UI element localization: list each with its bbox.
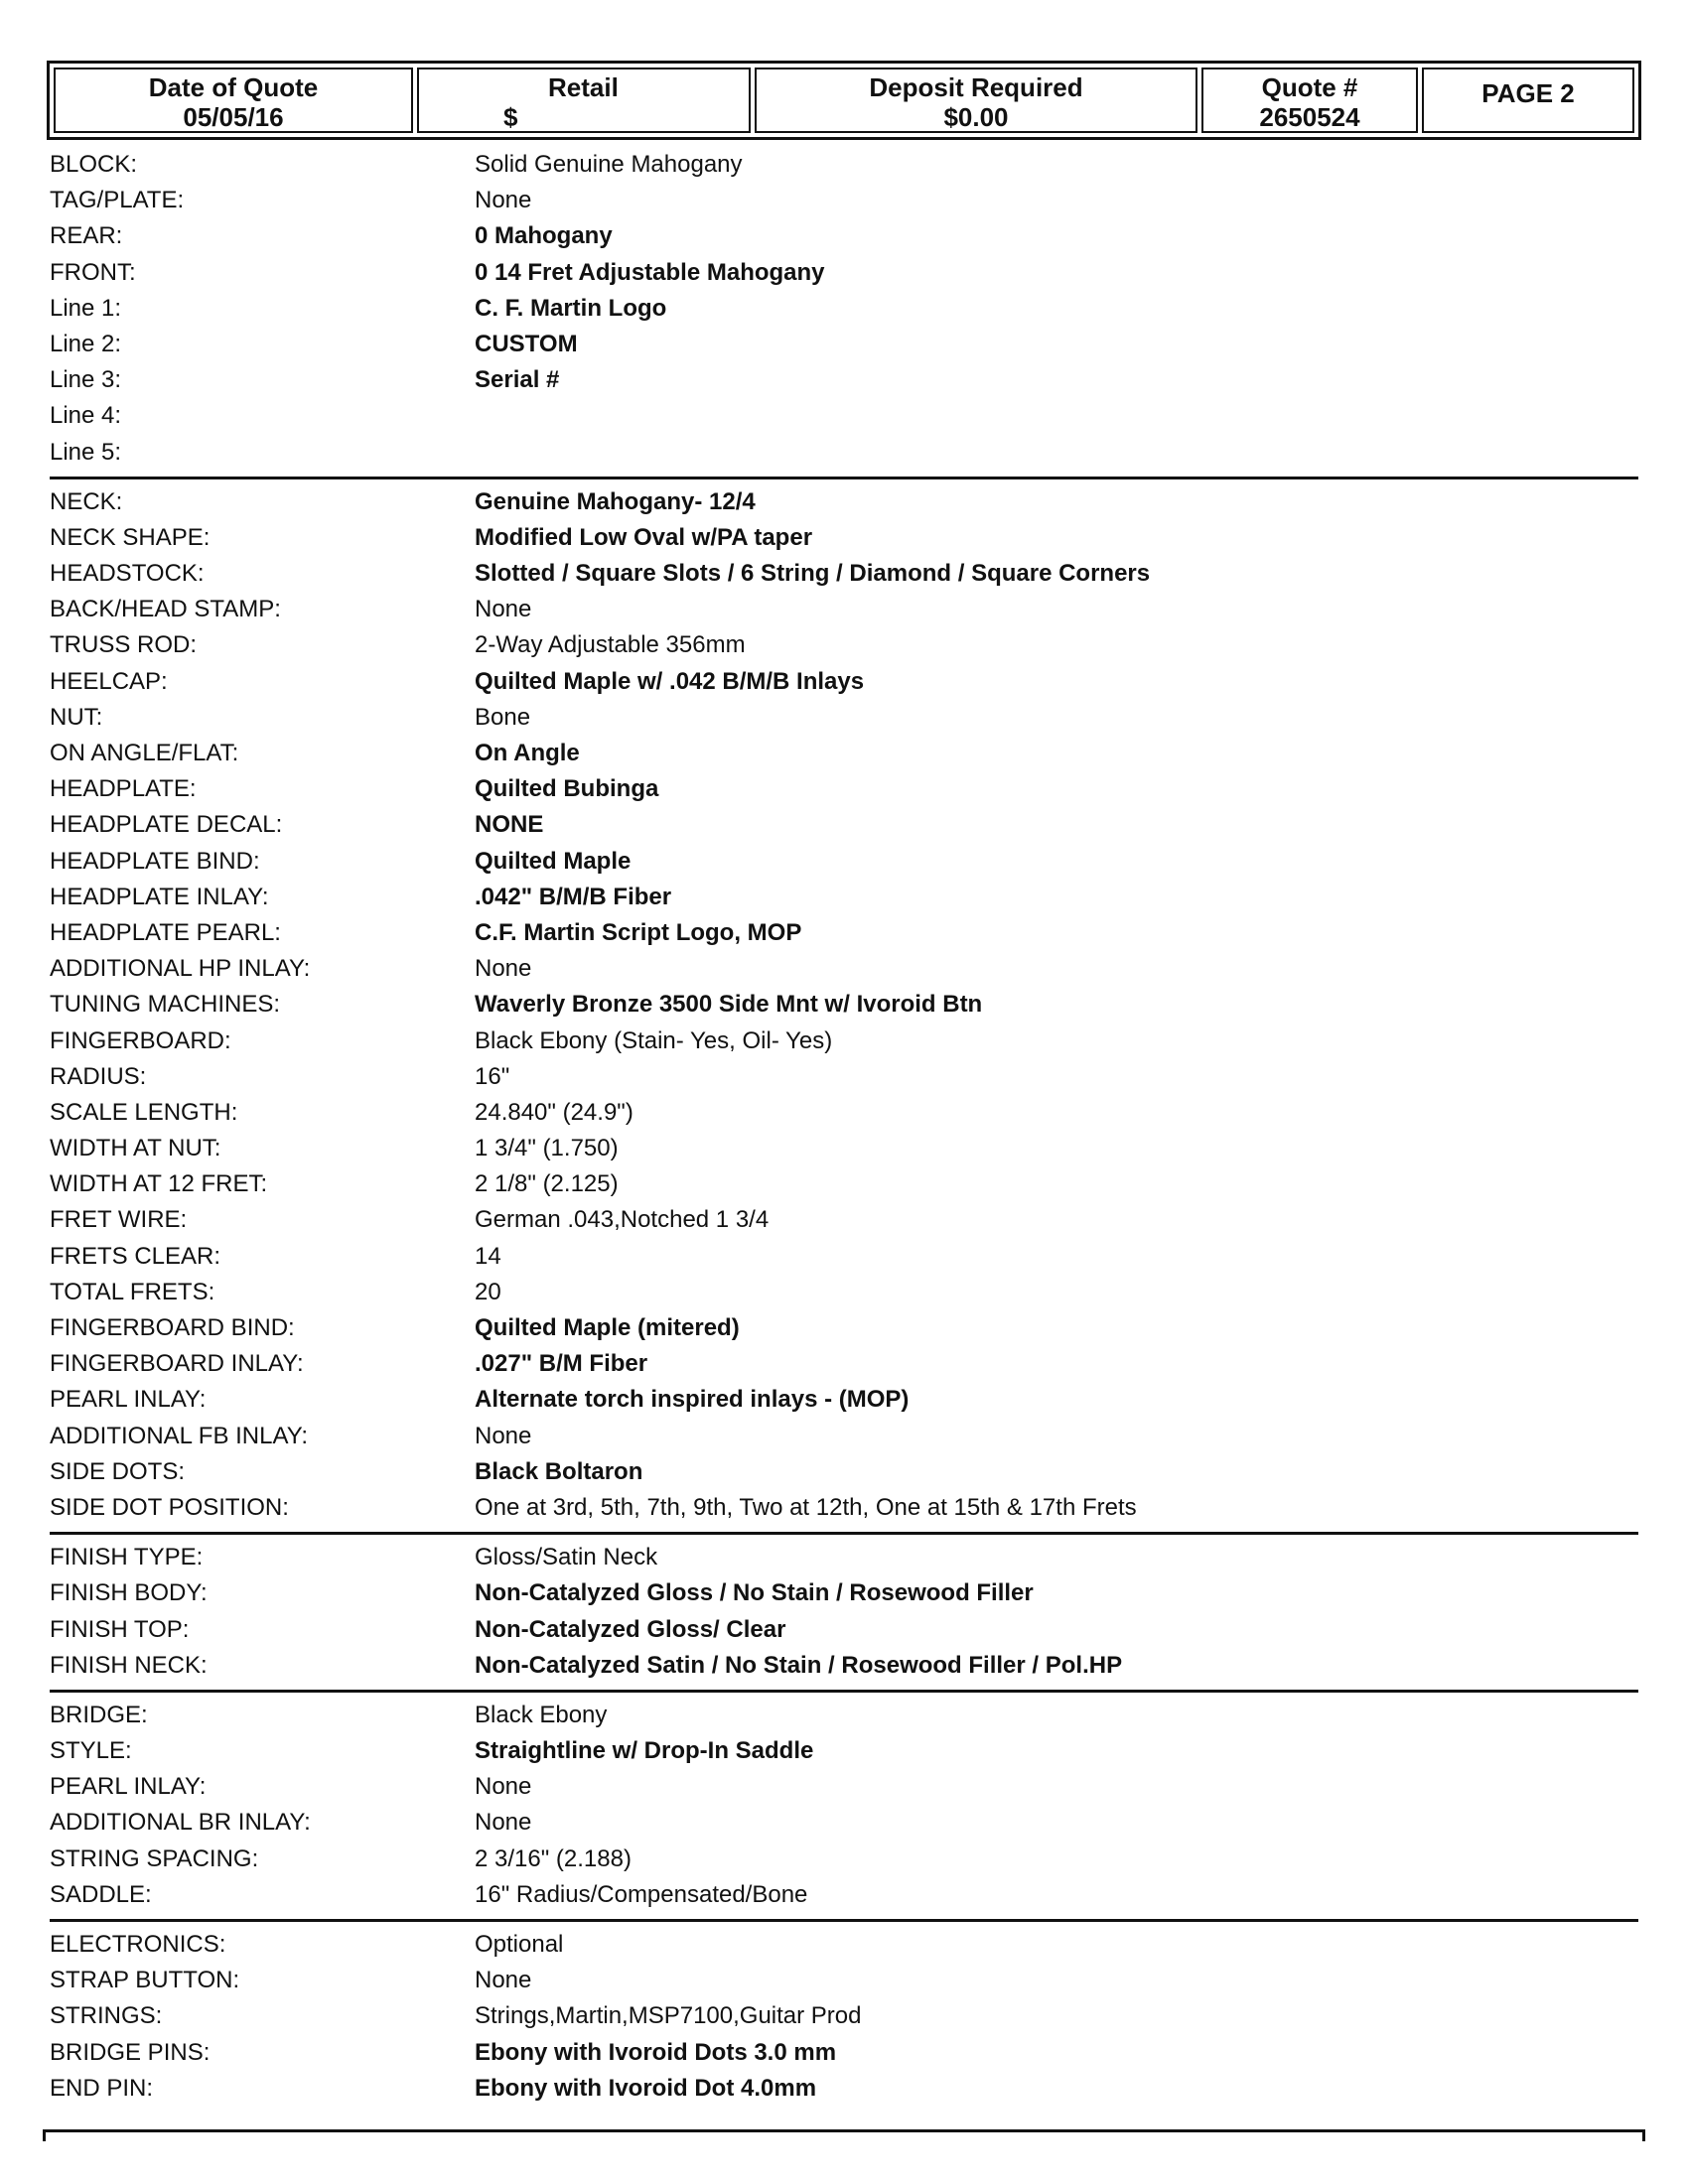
spec-label: END PIN: bbox=[50, 2074, 154, 2102]
spec-row bbox=[50, 1769, 1638, 1805]
spec-row bbox=[50, 771, 1638, 807]
spec-label: STYLE: bbox=[50, 1737, 132, 1765]
spec-value: 16" bbox=[475, 1062, 510, 1090]
spec-value: Non-Catalyzed Gloss / No Stain / Rosewood Filler bbox=[475, 1579, 1034, 1607]
spec-value: 14 bbox=[475, 1242, 501, 1270]
spec-label: STRINGS: bbox=[50, 2002, 163, 2030]
spec-label: BLOCK: bbox=[50, 151, 138, 178]
spec-value: Non-Catalyzed Gloss/ Clear bbox=[475, 1615, 786, 1643]
spec-value: None bbox=[475, 596, 532, 623]
specification-list bbox=[50, 147, 1638, 2107]
spec-value: Optional bbox=[475, 1931, 564, 1958]
spec-label: TOTAL FRETS: bbox=[50, 1278, 215, 1305]
section-divider bbox=[50, 1532, 1638, 1535]
spec-row bbox=[50, 1575, 1638, 1611]
spec-label: SIDE DOT POSITION: bbox=[50, 1493, 289, 1521]
spec-label: SCALE LENGTH: bbox=[50, 1098, 238, 1126]
spec-label: SIDE DOTS: bbox=[50, 1457, 186, 1485]
retail-value: $ bbox=[503, 102, 518, 132]
spec-row bbox=[50, 1842, 1638, 1877]
spec-value: Solid Genuine Mahogany bbox=[475, 151, 743, 178]
spec-label: HEADSTOCK: bbox=[50, 560, 205, 588]
spec-row bbox=[50, 951, 1638, 987]
spec-label: PEARL INLAY: bbox=[50, 1773, 207, 1801]
spec-value: Waverly Bronze 3500 Side Mnt w/ Ivoroid Btn bbox=[475, 991, 983, 1019]
spec-value: Bone bbox=[475, 703, 531, 731]
quote-header bbox=[47, 61, 1641, 140]
spec-row bbox=[50, 1963, 1638, 1998]
spec-row bbox=[50, 627, 1638, 663]
spec-label: ADDITIONAL BR INLAY: bbox=[50, 1809, 311, 1837]
spec-value: 0 14 Fret Adjustable Mahogany bbox=[475, 258, 825, 286]
spec-value: None bbox=[475, 1422, 532, 1449]
spec-row bbox=[50, 592, 1638, 627]
spec-row bbox=[50, 183, 1638, 218]
date-value: 05/05/16 bbox=[183, 102, 284, 132]
deposit-cell bbox=[755, 68, 1197, 133]
spec-row bbox=[50, 255, 1638, 291]
spec-value: 0 Mahogany bbox=[475, 222, 613, 250]
spec-value: None bbox=[475, 1967, 532, 1994]
spec-section bbox=[50, 1698, 1638, 1913]
spec-label: HEADPLATE BIND: bbox=[50, 847, 260, 875]
spec-row bbox=[50, 1419, 1638, 1454]
spec-value: 2 1/8" (2.125) bbox=[475, 1170, 619, 1198]
spec-label: TUNING MACHINES: bbox=[50, 991, 281, 1019]
spec-label: FINGERBOARD BIND: bbox=[50, 1314, 295, 1341]
spec-value: None bbox=[475, 1773, 532, 1801]
spec-value: On Angle bbox=[475, 740, 580, 766]
spec-row bbox=[50, 1202, 1638, 1238]
spec-row bbox=[50, 736, 1638, 771]
quote-number-cell bbox=[1201, 68, 1418, 133]
spec-label: TAG/PLATE: bbox=[50, 187, 185, 214]
spec-row bbox=[50, 398, 1638, 434]
spec-label: HEADPLATE: bbox=[50, 775, 197, 803]
spec-value: Black Boltaron bbox=[475, 1457, 643, 1485]
spec-row bbox=[50, 1239, 1638, 1275]
spec-label: BRIDGE PINS: bbox=[50, 2038, 211, 2066]
section-divider bbox=[50, 1919, 1638, 1922]
spec-row bbox=[50, 1346, 1638, 1382]
spec-label: Line 4: bbox=[50, 402, 122, 430]
footer-rule bbox=[43, 2129, 1645, 2132]
spec-label: REAR: bbox=[50, 222, 123, 250]
spec-row bbox=[50, 520, 1638, 556]
spec-row bbox=[50, 2071, 1638, 2107]
spec-value: NONE bbox=[475, 811, 544, 839]
spec-value: Quilted Maple w/ .042 B/M/B Inlays bbox=[475, 667, 865, 695]
spec-label: NUT: bbox=[50, 703, 103, 731]
deposit-value: $0.00 bbox=[943, 102, 1009, 132]
spec-value: German .043,Notched 1 3/4 bbox=[475, 1206, 770, 1234]
spec-label: HEADPLATE PEARL: bbox=[50, 918, 281, 946]
footer-tick-left bbox=[43, 2129, 46, 2141]
spec-row bbox=[50, 1131, 1638, 1166]
spec-label: FINISH BODY: bbox=[50, 1579, 208, 1607]
spec-label: WIDTH AT NUT: bbox=[50, 1135, 221, 1162]
spec-label: Line 5: bbox=[50, 438, 122, 466]
retail-label: Retail bbox=[548, 72, 619, 102]
spec-row bbox=[50, 1805, 1638, 1841]
spec-value: Ebony with Ivoroid Dots 3.0 mm bbox=[475, 2038, 837, 2066]
spec-row bbox=[50, 218, 1638, 254]
spec-label: FRETS CLEAR: bbox=[50, 1242, 221, 1270]
spec-label: HEELCAP: bbox=[50, 667, 168, 695]
spec-row bbox=[50, 807, 1638, 843]
spec-label: ELECTRONICS: bbox=[50, 1931, 226, 1958]
spec-row bbox=[50, 1166, 1638, 1202]
spec-value: None bbox=[475, 1809, 532, 1837]
spec-value: Ebony with Ivoroid Dot 4.0mm bbox=[475, 2074, 817, 2102]
spec-value: C. F. Martin Logo bbox=[475, 294, 667, 322]
spec-value: 20 bbox=[475, 1278, 501, 1305]
spec-value: Serial # bbox=[475, 366, 560, 394]
spec-label: FINISH NECK: bbox=[50, 1651, 208, 1679]
spec-row bbox=[50, 435, 1638, 471]
spec-section bbox=[50, 147, 1638, 471]
spec-row bbox=[50, 291, 1638, 327]
spec-label: WIDTH AT 12 FRET: bbox=[50, 1170, 268, 1198]
spec-label: NECK: bbox=[50, 487, 123, 515]
spec-value: None bbox=[475, 187, 532, 214]
spec-value: Alternate torch inspired inlays - (MOP) bbox=[475, 1386, 910, 1414]
spec-row bbox=[50, 1310, 1638, 1346]
spec-value: Non-Catalyzed Satin / No Stain / Rosewood Filler / Pol.HP bbox=[475, 1651, 1123, 1679]
quote-number-value: 2650524 bbox=[1259, 102, 1360, 132]
spec-row bbox=[50, 1024, 1638, 1059]
spec-label: RADIUS: bbox=[50, 1062, 147, 1090]
spec-row bbox=[50, 1698, 1638, 1733]
spec-value: 1 3/4" (1.750) bbox=[475, 1135, 619, 1162]
spec-value: Genuine Mahogany- 12/4 bbox=[475, 487, 756, 515]
spec-value: Strings,Martin,MSP7100,Guitar Prod bbox=[475, 2002, 862, 2030]
spec-value: None bbox=[475, 955, 532, 983]
spec-label: FINGERBOARD INLAY: bbox=[50, 1350, 304, 1378]
spec-label: NECK SHAPE: bbox=[50, 523, 211, 551]
spec-value: 2-Way Adjustable 356mm bbox=[475, 631, 746, 659]
spec-label: BRIDGE: bbox=[50, 1701, 148, 1728]
spec-label: ADDITIONAL HP INLAY: bbox=[50, 955, 311, 983]
spec-value: Black Ebony (Stain- Yes, Oil- Yes) bbox=[475, 1026, 833, 1054]
spec-row bbox=[50, 987, 1638, 1023]
spec-row bbox=[50, 700, 1638, 736]
date-cell bbox=[54, 68, 413, 133]
spec-row bbox=[50, 1382, 1638, 1418]
spec-value: .027" B/M Fiber bbox=[475, 1350, 648, 1378]
spec-row bbox=[50, 1998, 1638, 2034]
spec-label: STRAP BUTTON: bbox=[50, 1967, 240, 1994]
spec-label: FINISH TOP: bbox=[50, 1615, 190, 1643]
spec-label: Line 3: bbox=[50, 366, 122, 394]
spec-label: Line 2: bbox=[50, 330, 122, 357]
spec-value: One at 3rd, 5th, 7th, 9th, Two at 12th, One at 15th & 17th Frets bbox=[475, 1493, 1137, 1521]
spec-label: FRONT: bbox=[50, 258, 136, 286]
spec-row bbox=[50, 1648, 1638, 1684]
spec-label: SADDLE: bbox=[50, 1880, 152, 1908]
spec-value: Straightline w/ Drop-In Saddle bbox=[475, 1737, 814, 1765]
spec-row bbox=[50, 844, 1638, 880]
spec-value: 24.840" (24.9") bbox=[475, 1098, 633, 1126]
spec-section bbox=[50, 484, 1638, 1526]
spec-row bbox=[50, 1612, 1638, 1648]
spec-row bbox=[50, 880, 1638, 915]
spec-value: Quilted Maple bbox=[475, 847, 632, 875]
spec-label: STRING SPACING: bbox=[50, 1844, 259, 1872]
spec-row bbox=[50, 1454, 1638, 1490]
spec-label: Line 1: bbox=[50, 294, 122, 322]
spec-row bbox=[50, 1877, 1638, 1913]
section-divider bbox=[50, 1690, 1638, 1693]
spec-row bbox=[50, 327, 1638, 362]
page-cell bbox=[1422, 68, 1634, 133]
spec-row bbox=[50, 147, 1638, 183]
spec-label: FRET WIRE: bbox=[50, 1206, 188, 1234]
spec-value: C.F. Martin Script Logo, MOP bbox=[475, 918, 802, 946]
spec-row bbox=[50, 664, 1638, 700]
spec-row bbox=[50, 484, 1638, 520]
spec-row bbox=[50, 1733, 1638, 1769]
spec-label: TRUSS ROD: bbox=[50, 631, 198, 659]
spec-value: 16" Radius/Compensated/Bone bbox=[475, 1880, 808, 1908]
spec-value: .042" B/M/B Fiber bbox=[475, 883, 672, 910]
spec-label: PEARL INLAY: bbox=[50, 1386, 207, 1414]
spec-value: CUSTOM bbox=[475, 330, 578, 357]
spec-label: FINISH TYPE: bbox=[50, 1544, 204, 1571]
deposit-label: Deposit Required bbox=[869, 72, 1083, 102]
spec-row bbox=[50, 915, 1638, 951]
spec-value: Black Ebony bbox=[475, 1701, 608, 1728]
spec-value: 2 3/16" (2.188) bbox=[475, 1844, 632, 1872]
spec-row bbox=[50, 1540, 1638, 1575]
spec-row bbox=[50, 556, 1638, 592]
retail-cell bbox=[417, 68, 751, 133]
spec-row bbox=[50, 1927, 1638, 1963]
spec-value: Quilted Maple (mitered) bbox=[475, 1314, 740, 1341]
spec-row bbox=[50, 362, 1638, 398]
section-divider bbox=[50, 477, 1638, 479]
spec-label: FINGERBOARD: bbox=[50, 1026, 231, 1054]
spec-label: ADDITIONAL FB INLAY: bbox=[50, 1422, 309, 1449]
date-label: Date of Quote bbox=[148, 72, 319, 102]
spec-row bbox=[50, 1275, 1638, 1310]
page-label: PAGE 2 bbox=[1481, 78, 1575, 108]
spec-label: HEADPLATE DECAL: bbox=[50, 811, 283, 839]
spec-value: Slotted / Square Slots / 6 String / Diamond / Square Corners bbox=[475, 560, 1151, 588]
spec-section bbox=[50, 1540, 1638, 1684]
spec-section bbox=[50, 1927, 1638, 2107]
spec-row bbox=[50, 1490, 1638, 1526]
quote-number-label: Quote # bbox=[1261, 72, 1358, 102]
spec-row bbox=[50, 2035, 1638, 2071]
spec-row bbox=[50, 1095, 1638, 1131]
spec-label: ON ANGLE/FLAT: bbox=[50, 740, 239, 766]
footer-tick-right bbox=[1642, 2129, 1645, 2141]
spec-label: BACK/HEAD STAMP: bbox=[50, 596, 281, 623]
spec-row bbox=[50, 1059, 1638, 1095]
spec-label: HEADPLATE INLAY: bbox=[50, 883, 269, 910]
spec-value: Gloss/Satin Neck bbox=[475, 1544, 658, 1571]
spec-value: Modified Low Oval w/PA taper bbox=[475, 523, 813, 551]
spec-value: Quilted Bubinga bbox=[475, 775, 659, 803]
